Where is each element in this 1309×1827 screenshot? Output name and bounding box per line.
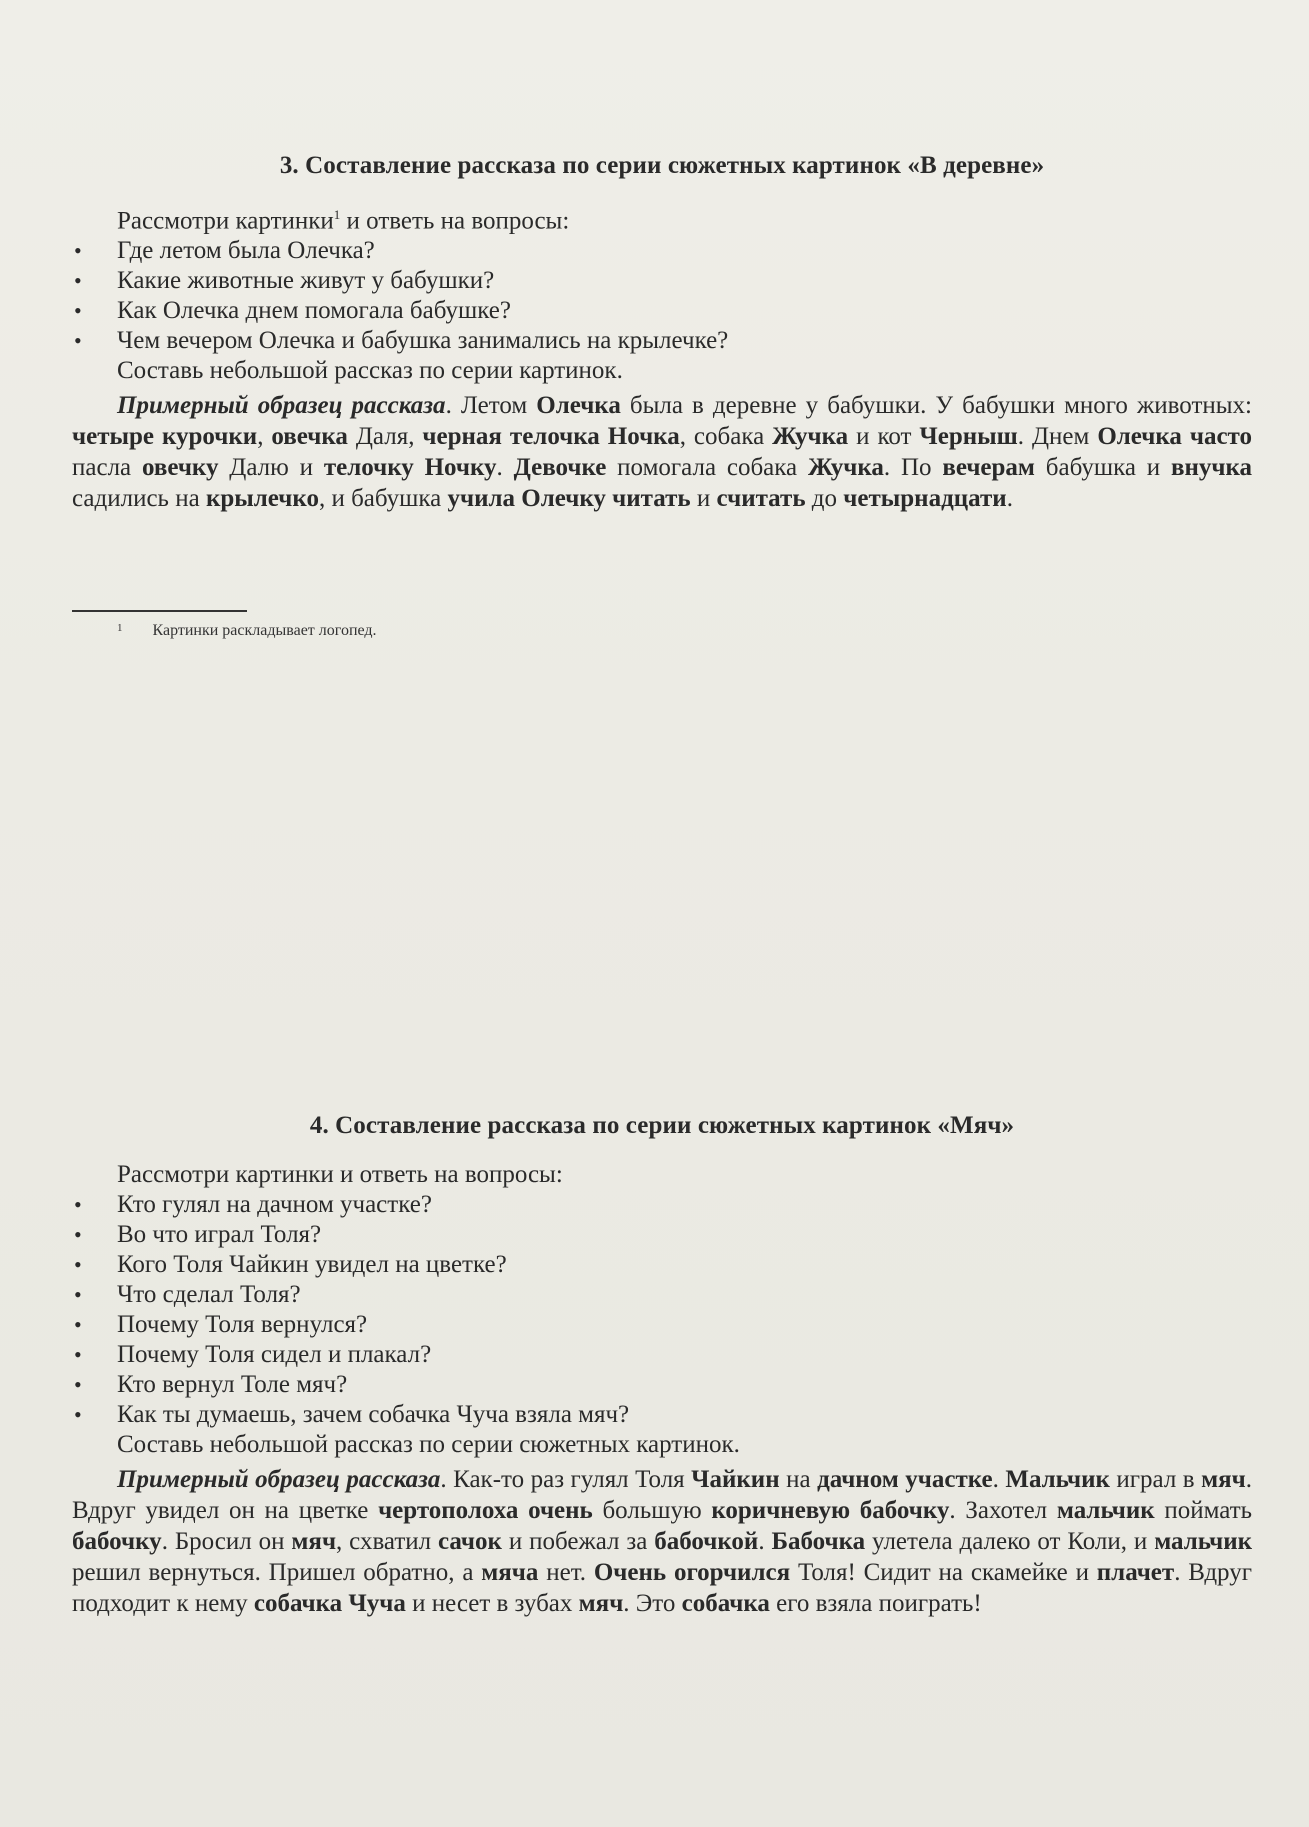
story-emphasis: собачка Чуча xyxy=(253,1590,406,1617)
footnote-text: Картинки раскладывает логопед. xyxy=(152,622,377,639)
story-emphasis: считать xyxy=(716,485,806,513)
story-text: на xyxy=(779,1466,818,1493)
story-emphasis: Жучка xyxy=(772,423,849,451)
story-text: , собака xyxy=(679,423,773,451)
section-3-questions xyxy=(72,236,1252,356)
section-4-intro: Рассмотри картинки и ответь на вопросы: xyxy=(117,1161,563,1188)
bullet-icon: • xyxy=(74,1282,82,1307)
story-text: и xyxy=(690,485,717,513)
story-text: до xyxy=(805,485,844,513)
question-item: • Почему Толя сидел и плакал? xyxy=(74,1341,432,1368)
footnote-ref: 1 xyxy=(333,207,341,222)
story-emphasis: вечерам xyxy=(942,454,1035,482)
bullet-icon: • xyxy=(74,238,82,264)
bullet-icon: • xyxy=(74,1252,82,1277)
story-text: . Бросил он xyxy=(161,1528,292,1555)
story-text: пасла xyxy=(72,454,142,482)
story-emphasis: мяч xyxy=(291,1528,337,1555)
story-emphasis: Олечка часто xyxy=(1097,423,1253,451)
story-text: и побежал за xyxy=(501,1528,655,1555)
story-emphasis: Олечка xyxy=(536,392,621,420)
story-text: улетела далеко от Коли, и xyxy=(865,1528,1155,1555)
story-text: . По xyxy=(883,454,943,482)
story-emphasis: Мальчик xyxy=(1005,1466,1110,1493)
question-item: • Кто вернул Толе мяч? xyxy=(74,1371,348,1398)
story-emphasis: крылечко xyxy=(205,485,319,513)
bullet-icon: • xyxy=(74,1372,82,1397)
story-text: . xyxy=(992,1466,1006,1493)
question-item: • Как ты думаешь, зачем собачка Чуча взяла мяч? xyxy=(74,1401,630,1428)
story-emphasis: собачка xyxy=(681,1590,770,1617)
story-emphasis: плачет xyxy=(1096,1559,1175,1586)
question-item: • Где летом была Олечка? xyxy=(74,237,375,265)
section-3 xyxy=(72,152,1252,514)
story-text: . Летом xyxy=(445,392,537,420)
section-4-sample-story xyxy=(72,1464,1252,1619)
section-4-title: 4. Составление рассказа по серии сюжетных картинок «Мяч» xyxy=(309,1112,1015,1139)
bullet-icon: • xyxy=(74,1402,82,1427)
story-text: , и бабушка xyxy=(318,485,448,513)
bullet-icon: • xyxy=(74,1312,82,1337)
section-4-task: Составь небольшой рассказ по серии сюжетных картинок. xyxy=(117,1431,740,1458)
footnote xyxy=(117,622,377,640)
story-text: большую xyxy=(592,1497,712,1524)
story-text: . Захотел xyxy=(949,1497,1057,1524)
story-emphasis: мяча xyxy=(481,1559,539,1586)
story-emphasis: Бабочка xyxy=(771,1528,866,1555)
story-emphasis: телочку Ночку xyxy=(323,454,497,482)
bullet-icon: • xyxy=(74,1192,82,1217)
story-text: . xyxy=(496,454,514,482)
story-text: бабушка и xyxy=(1034,454,1171,482)
question-item: • Какие животные живут у бабушки? xyxy=(74,267,495,295)
story-emphasis: Жучка xyxy=(807,454,884,482)
story-emphasis: коричневую бабочку xyxy=(711,1497,950,1524)
story-text: и кот xyxy=(848,423,920,451)
story-text: его взяла поиграть! xyxy=(769,1590,982,1617)
bullet-icon: • xyxy=(74,298,82,324)
bullet-icon: • xyxy=(74,328,82,354)
bullet-icon: • xyxy=(74,1342,82,1367)
story-emphasis: четырнадцати xyxy=(843,485,1007,513)
story-emphasis: мальчик xyxy=(1056,1497,1155,1524)
story-text: Далю и xyxy=(218,454,324,482)
section-4-questions xyxy=(72,1190,1252,1430)
story-text: . Как-то раз гулял Толя xyxy=(440,1466,692,1493)
question-item: • Что сделал Толя? xyxy=(74,1281,301,1308)
story-emphasis: овечка xyxy=(271,423,348,451)
question-item: • Чем вечером Олечка и бабушка занимались на крылечке? xyxy=(74,327,729,355)
story-text: была в деревне у бабушки. У бабушки много животных: xyxy=(620,392,1252,420)
story-emphasis: Очень огорчился xyxy=(593,1559,791,1586)
story-emphasis: мяч xyxy=(578,1590,624,1617)
story-emphasis: сачок xyxy=(438,1528,502,1555)
section-3-intro: Рассмотри картинки$^1$ и ответь на вопросы: xyxy=(117,207,570,235)
story-emphasis: черная телочка Ночка xyxy=(422,423,680,451)
bullet-icon: • xyxy=(74,1222,82,1247)
story-emphasis: овечку xyxy=(141,454,219,482)
story-emphasis: учила Олечку читать xyxy=(447,485,691,513)
bullet-icon: • xyxy=(74,268,82,294)
story-lead: Примерный образец рассказа xyxy=(117,392,446,420)
story-emphasis: четыре курочки xyxy=(72,423,258,451)
story-text: нет. xyxy=(538,1559,594,1586)
story-text: , схватил xyxy=(336,1528,439,1555)
section-4 xyxy=(72,1112,1252,1619)
story-emphasis: бабочкой xyxy=(654,1528,759,1555)
section-3-title: 3. Составление рассказа по серии сюжетных картинок «В деревне» xyxy=(279,152,1045,179)
story-text: Толя! Сидит на скамейке и xyxy=(790,1559,1097,1586)
story-text: . xyxy=(758,1528,772,1555)
story-emphasis: внучка xyxy=(1170,454,1253,482)
story-text: садились на xyxy=(72,485,206,513)
story-emphasis: мяч xyxy=(1201,1466,1246,1493)
story-emphasis: бабочку xyxy=(72,1528,162,1555)
story-emphasis: дачном участке xyxy=(817,1466,993,1493)
story-emphasis: Девочке xyxy=(513,454,607,482)
story-text: , xyxy=(257,423,272,451)
story-lead: Примерный образец рассказа xyxy=(117,1466,441,1493)
section-3-task: Составь небольшой рассказ по серии картинок. xyxy=(117,357,623,385)
story-text: поймать xyxy=(1154,1497,1253,1524)
story-emphasis: чертополоха очень xyxy=(378,1497,593,1524)
story-emphasis: мальчик xyxy=(1154,1528,1253,1555)
question-item: • Почему Толя вернулся? xyxy=(74,1311,368,1338)
footnote-divider xyxy=(72,610,247,612)
question-item: • Кого Толя Чайкин увидел на цветке? xyxy=(74,1251,507,1278)
story-emphasis: Чайкин xyxy=(691,1466,780,1493)
story-text: решил вернуться. Пришел обратно, а xyxy=(72,1559,482,1586)
story-emphasis: Черныш xyxy=(919,423,1018,451)
question-item: • Во что играл Толя? xyxy=(74,1221,322,1248)
story-text: и несет в зубах xyxy=(405,1590,579,1617)
story-text: . Вдруг увидел он на цветке xyxy=(72,1466,1252,1524)
footnote-number: 1 xyxy=(117,622,123,634)
section-3-sample-story xyxy=(72,390,1252,514)
story-text: . Днем xyxy=(1017,423,1098,451)
story-text: . Это xyxy=(623,1590,682,1617)
question-item: • Как Олечка днем помогала бабушке? xyxy=(74,297,511,325)
story-text: . xyxy=(1006,485,1013,513)
question-item: • Кто гулял на дачном участке? xyxy=(74,1191,432,1218)
story-text: играл в xyxy=(1109,1466,1202,1493)
story-text: Даля, xyxy=(347,423,423,451)
story-text: . Вдруг подходит к нему xyxy=(72,1559,1252,1617)
story-text: помогала собака xyxy=(606,454,808,482)
